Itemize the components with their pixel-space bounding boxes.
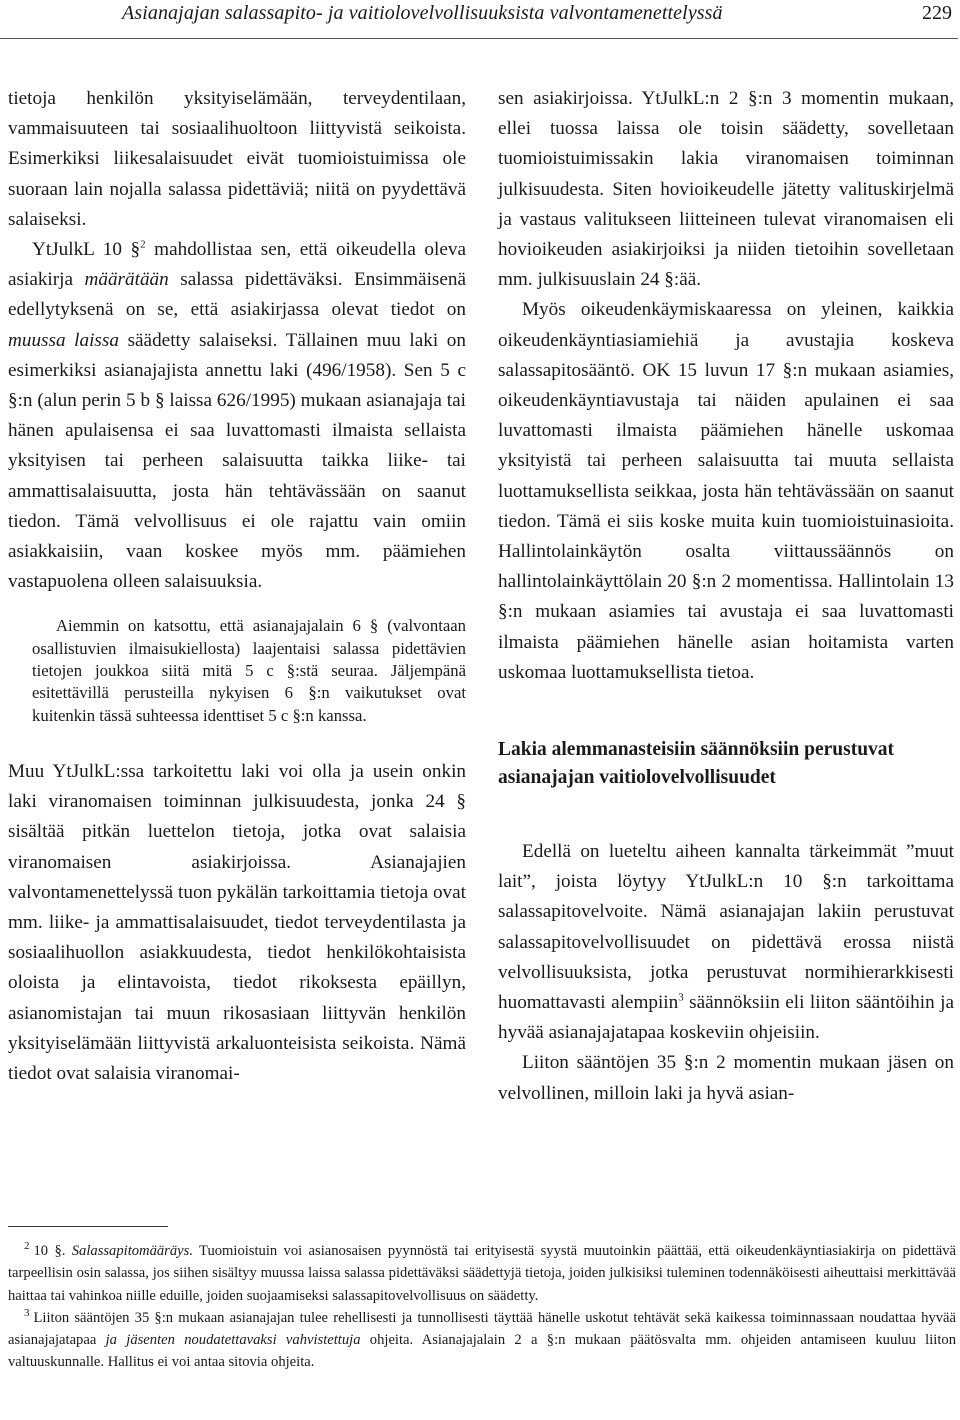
paragraph: sen asiakirjoissa. YtJulkL:n 2 §:n 3 momentin mukaan, ellei tuossa laissa ole toisin säädetty, sovelletaan tuomioistuimissakin lakia viranomaisen toiminnan julkisuudesta. Siten hovioikeudelle jätetty valituskirjelmä ja vastaus valitukseen liitteineen tulevat viranomaisen eli hovioikeuden asiakirjoiksi ja niiden tietoihin sovelletaan mm. julkisuuslain 24 §:ää. bbox=[498, 88, 954, 291]
text-run: ohjeita. Asianajajalain 2 a §:n mukaan päätösvalta mm. ohjeiden antamiseen kuuluu liiton valtuuskunnalle. Hallitus ei voi antaa sitovia ohjeita. bbox=[8, 1332, 956, 1371]
text-run: Tuomioistuin voi asianosaisen pyynnöstä tai erityisestä syystä muutoinkin päättää, että oikeudenkäyntiasiakirja on pidettävä tarpeellisin osin salassa, jos siihen sisältyy muussa laissa salassa pidettäväksi säädettyjä tietoja, joiden julkisiksi tuleminen todennäköisesti aiheuttaisi merkittävää haittaa tai vahinkoa niille eduille, joiden suojaamiseksi salassapitovelvollisuus on säädetty. bbox=[8, 1243, 957, 1304]
footnote-number: 3 bbox=[24, 1307, 30, 1320]
running-title: Asianajajan salassapito- ja vaitiolovelvollisuuksista valvontamenettelyssä bbox=[122, 2, 723, 24]
right-column bbox=[498, 84, 954, 1109]
paragraph bbox=[8, 235, 466, 597]
text-run: 10 §. bbox=[33, 1243, 72, 1259]
footnote-3 bbox=[8, 1307, 956, 1374]
emphasis: muussa laissa bbox=[8, 329, 119, 351]
text-run: salassa pidettäväksi. Ensimmäisenä edellytyksenä on se, että asiakirjassa olevat tiedot on bbox=[8, 269, 466, 321]
paragraph: Muu YtJulkL:ssa tarkoitettu laki voi olla ja usein onkin laki viranomaisen toiminnan julkisuudesta, jonka 24 § sisältää pitkän luettelon tietoja, jotka ovat salaisia viranomaisen asiakirjoissa. Asianajajien valvontamenettelyssä tuon pykälän tarkoittamia tietoja ovat mm. liike- ja ammattisalaisuudet, tiedot terveydentilasta ja sosiaalihuollon asiakkuudesta, tiedot henkilökohtaisista oloista ja elintavoista, tiedot rikoksesta epäillyn, asianomistajan tai muun rikosasiaan liittyvän henkilön yksityiselämään liittyvistä arkaluonteisista seikoista. Nämä tiedot ovat salaisia viranomai- bbox=[8, 760, 466, 1084]
footnote-number: 2 bbox=[24, 1240, 30, 1253]
paragraph: Myös oikeudenkäymiskaaressa on yleinen, kaikkia oikeudenkäyntiasiamiehiä ja avustajia koskeva salassapitosääntö. OK 15 luvun 17 §:n mukaan asiamies, oikeudenkäyntiavustaja tai näiden apulainen ei saa luvattomasti ilmaista päämiehen hänelle uskomaa yksityistä tai perheen salaisuutta tai muuta sellaista luottamuksellista seikkaa, josta hän tehtävässään on saanut tiedon. Tämä ei siis koske muita kuin tuomioistuinasioita. Hallintolainkäytön osalta viittaussäännös on hallintolainkäyttölain 20 §:n 2 momentissa. Hallintolain 13 §:n mukaan asiamies tai avustaja ei saa luvattomasti ilmaista päämiehen hänelle asian hoitamista varten uskomaa luottamuksellista tietoa. bbox=[498, 299, 954, 683]
section-heading: Lakia alemmanasteisiin säännöksiin perustuvat asianajajan vaitiolovelvollisuudet bbox=[498, 739, 895, 789]
footnote-2 bbox=[8, 1240, 956, 1307]
emphasis: Salassapitomääräys. bbox=[71, 1243, 193, 1259]
quote-text: Aiemmin on katsottu, että asianajajalain 6 § (valvontaan osallistuvien ilmaisukiellosta) laajentaisi salassa pidettävien tietojen joukkoa siitä mitä 5 c §:stä seuraa. Jäljempänä esitettävillä perusteilla nykyisen 6 §:n vaikutukset ovat kuitenkin tässä suhteessa identtiset 5 c §:n kanssa. bbox=[32, 616, 466, 725]
text-run: YtJulkL 10 § bbox=[32, 239, 141, 261]
paragraph: Liiton sääntöjen 35 §:n 2 momentin mukaan jäsen on velvollinen, milloin laki ja hyvä asian- bbox=[498, 1052, 954, 1104]
block-quote bbox=[8, 615, 466, 726]
paragraph: tietoja henkilön yksityiselämään, terveydentilaan, vammaisuuteen tai sosiaalihuoltoon liittyvistä seikoista. Esimerkiksi liikesalaisuudet eivät tuomioistuimissa ole suoraan lain nojalla salassa pidettäviä; niitä on pyydettävä salaiseksi. bbox=[8, 88, 466, 230]
page-header bbox=[0, 0, 960, 34]
left-column bbox=[8, 84, 466, 1089]
emphasis: ja jäsenten noudatettavaksi vahvistettuja bbox=[105, 1332, 361, 1349]
footnote-ref: 3 bbox=[678, 991, 684, 1004]
text-run: Liiton sääntöjen 35 §:n mukaan asianajajan tulee rehellisesti ja tunnollisesti täyttää hänelle uskotut tehtävät sekä kaikessa toiminnassaan noudattaa hyvää asianajajatapaa bbox=[8, 1309, 956, 1349]
text-run: säännöksiin eli liiton sääntöihin ja hyvää asianajajatapaa koskeviin ohjeisiin. bbox=[498, 992, 954, 1044]
header-rule bbox=[0, 38, 958, 39]
paragraph bbox=[498, 837, 954, 1048]
text-run: Edellä on lueteltu aiheen kannalta tärkeimmät ”muut lait”, joista löytyy YtJulkL:n 10 §:n tarkoittama salassapitovelvoite. Nämä asianajajan lakiin perustuvat salassapitovelvollisuudet on pidettävä erossa niistä velvollisuuksista, jotka perustuvat normihierarkkisesti huomattavasti alempiin bbox=[498, 841, 954, 1014]
emphasis: määrätään bbox=[84, 269, 169, 291]
footnote-ref: 2 bbox=[140, 238, 146, 251]
footnote-rule bbox=[8, 1226, 168, 1227]
page-number: 229 bbox=[922, 2, 952, 24]
footnotes bbox=[8, 1240, 956, 1374]
text-run: säädetty salaiseksi. Tällainen muu laki on esimerkiksi asianajajista annettu laki (496/1958). Sen 5 c §:n (alun perin 5 b § laissa 626/1995) mukaan asianajaja tai hänen apulaisensa ei saa luvattomasti ilmaista sellaista yksityisen tai perheen salaisuutta taikka liike- tai ammattisalaisuutta, josta hän tehtävässään on saanut tiedon. Tämä velvollisuus ei ole rajattu vain omiin asiakkaisiin, vaan koskee myös mm. päämiehen vastapuolena olleen salaisuuksia. bbox=[8, 329, 466, 593]
text-run: mahdollistaa sen, että oikeudella oleva asiakirja bbox=[8, 239, 466, 291]
